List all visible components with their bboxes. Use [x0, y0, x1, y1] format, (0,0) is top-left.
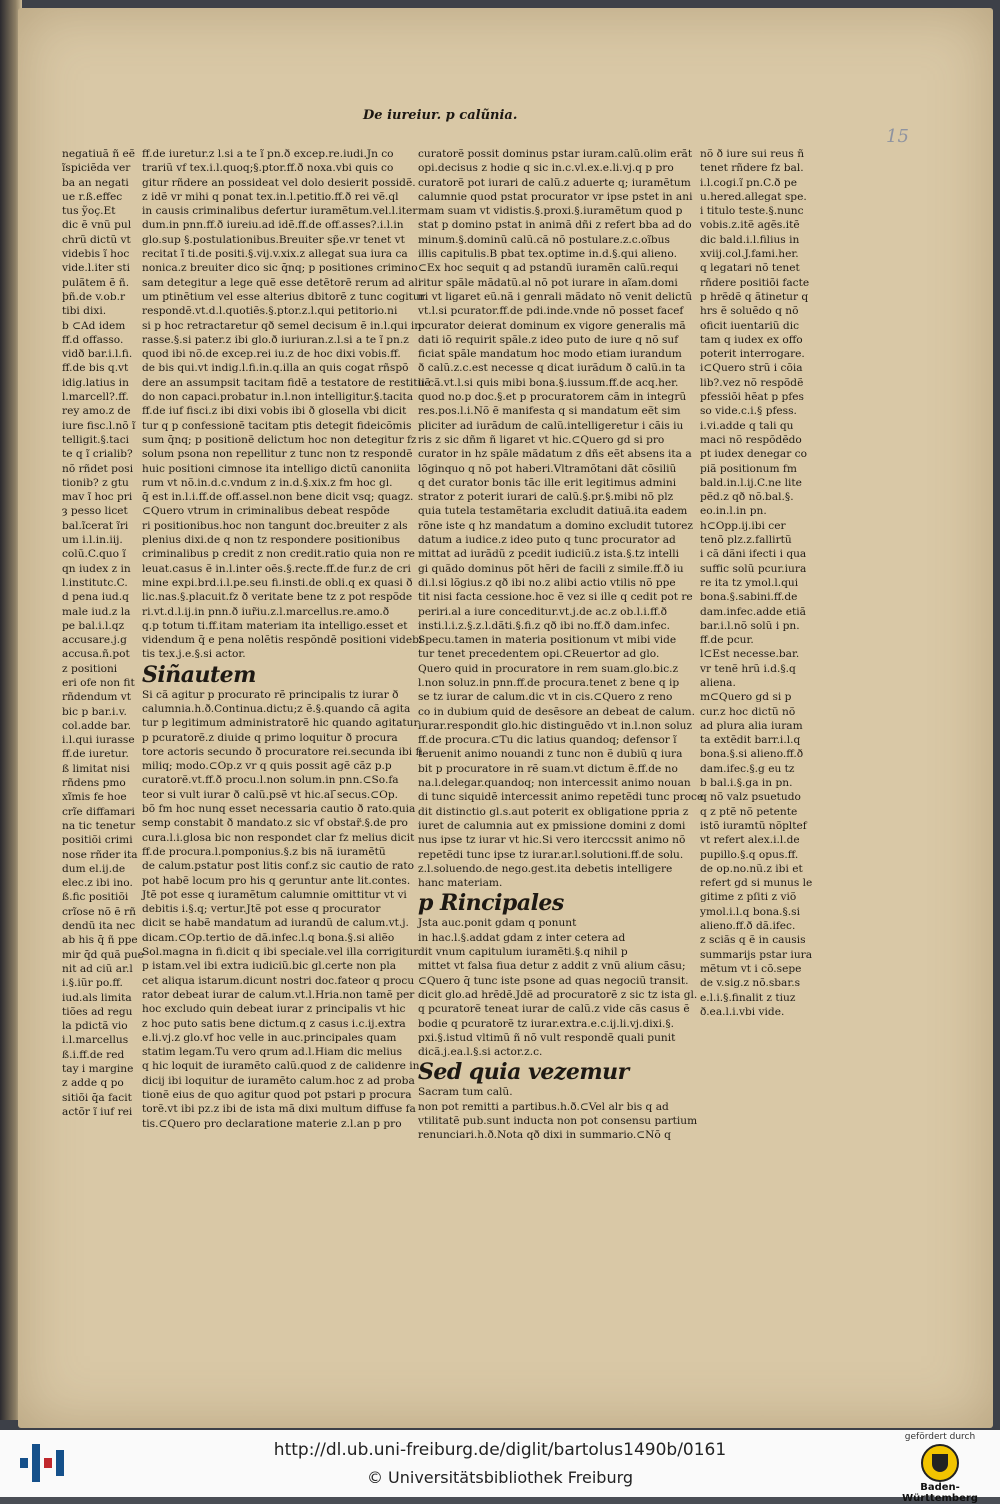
text-line: li cã.vt.l.si quis mibi bona.§.iussum.ff.de acq.her. [418, 376, 679, 389]
text-line: miliq; modo.⊂Op.z vr q quis possit agẽ cãz p.p [142, 760, 392, 773]
text-line: colũ.C.quo ĩ [62, 548, 126, 561]
text-line: i.l.qui iurasse [62, 734, 135, 747]
text-line: vobis.z.itẽ agẽs.itẽ [700, 219, 800, 232]
text-line: ff.d offasso. [62, 333, 124, 346]
text-line: cet aliqua istarum.dicunt nostri doc.fateor q procu [142, 974, 415, 987]
text-line: di tunc siquidẽ intercessit animo repetẽdi tunc proce [418, 791, 704, 804]
text-line: quod ibi nõ.de excep.rei iu.z de hoc dixi vobis.ff. [142, 348, 401, 361]
text-line: q.p totum ti.ff.itam materiam ita intelligo.esset et [142, 619, 408, 632]
text-line: sum q̄nq; p positionẽ delictum hoc non detegitur fz [142, 433, 417, 446]
text-line: nonica.z breuiter dico sic q̄nq; p positiones crimino [142, 262, 418, 275]
text-line: ff.de bis q.vt [62, 362, 129, 375]
text-line: di.l.si lõgius.z qð ibi no.z alibi actio vtilis nõ ppe [418, 576, 676, 589]
text-line: p pcuratorẽ.z diuide q primo loquitur ð procura [142, 731, 398, 744]
text-line: ff.de iuretur.z l.si a te ĩ pn.ð excep.re.iudi.Jn co [142, 148, 394, 160]
text-line: oficit iuentariũ dic [700, 319, 800, 332]
text-line: te q ĩ crialib? [62, 448, 133, 461]
text-line: pcurator deierat dominum ex vigore generalis mã [418, 319, 686, 332]
text-line: ȝ pesso licet [62, 505, 128, 518]
text-line: þñ.de v.ob.r [62, 290, 126, 303]
text-line: ymol.i.l.q bona.§.si [700, 905, 800, 918]
text-line: de v.sig.z nõ.sbar.s [700, 977, 801, 990]
text-line: um ptinẽtium vel esse alterius dbitorẽ z tunc cogitur [142, 290, 425, 303]
text-line: dati iõ requirit spãle.z ideo puto de iure q nõ suf [418, 333, 679, 346]
text-line: periri.al a iure conceditur.vt.j.de ac.z ob.l.i.ff.ð [418, 605, 668, 618]
text-line: in hac.l.§.addat gdam z inter cetera ad [418, 931, 626, 944]
text-line: na.l.delegar.quandoq; non intercessit animo nouan [418, 777, 691, 790]
text-line: telligit.§.taci [62, 433, 130, 446]
text-line: plenius dixi.de q non tz respondere positionibus [142, 534, 401, 547]
text-line: videbis ĩ hoc [62, 248, 130, 261]
text-line: vt refert alex.i.l.de [700, 834, 800, 847]
text-line: dendũ ita nec [62, 920, 136, 933]
text-line: solum psona non repellitur z tunc non tz respondẽ [142, 448, 413, 461]
text-line: ⊂Ex hoc sequit q ad pstandũ iuramẽn calũ.requi [418, 262, 679, 275]
text-line: i.l.marcellus [62, 1034, 129, 1047]
text-line: ff.de procura.⊂Tu dic latius quandoq; defensor ĩ [418, 734, 677, 747]
text-line: gitime z pſiti z viõ [700, 891, 797, 904]
text-line: z idẽ vr mihi q ponat tex.in.l.petitio.ff.ð rei vẽ.ql [142, 190, 399, 203]
text-line: z adde q po [62, 1077, 124, 1090]
text-line: rñdendum vt [62, 691, 132, 704]
text-line: curatorẽ possit dominus pstar iuram.calũ.olim erãt [418, 148, 693, 160]
text-line: datum a iudice.z ideo puto q tunc procurator ad [418, 534, 676, 547]
text-line: p istam.vel ibi extra iudiciũ.bic gl.certe non pla [142, 960, 397, 973]
text-line: summarijs pstar iura [700, 948, 813, 961]
text-line: eri ofe non fit [62, 676, 135, 689]
text-line: curatorẽ pot iurari de calũ.z aduerte q; iuramẽtum [418, 176, 691, 189]
text-line: ritur spãle mãdatũ.al nõ pot iurare in aĩam.domi [418, 276, 678, 289]
text-line: dicam.⊂Op.tertio de dã.infec.l.q bona.§.si aliẽo [142, 931, 395, 944]
text-line: crĩe diffamari [62, 805, 135, 818]
text-line: ĩspiciẽda ver [62, 162, 131, 175]
text-line: poterit interrogare. [700, 348, 805, 361]
text-line: se tz iurar de calum.dic vt in cis.⊂Quero z reno [418, 691, 673, 704]
text-line: ficiat spãle mandatum hoc modo etiam iurandum [418, 348, 682, 361]
text-line: alieno.ff.ð dã.ifec. [700, 920, 796, 933]
text-line: tur p legitimum administratorẽ hic quando agitatur [142, 717, 419, 730]
column-main-left-part2 [142, 688, 423, 1131]
text-line: l.marcell?.ff. [62, 391, 129, 404]
text-line: dic ẽ vnũ pul [62, 219, 132, 232]
text-line: i cã dãni ifecti i qua [700, 548, 807, 561]
text-line: pe bal.i.l.qz [62, 619, 125, 632]
sponsor-name: Baden-Württemberg [902, 1482, 978, 1504]
text-line: teor si vult iurar ð calũ.psẽ vt hic.al ̄secus.⊂Op. [142, 788, 398, 801]
text-line: vidð bar.i.l.fi. [62, 348, 133, 361]
text-line: ff.de procura.l.pomponius.§.z bis nã iuramẽtũ [142, 845, 386, 858]
text-line: calumnia.h.ð.Continua.dictu;z ẽ.§.quando cã agita [142, 702, 411, 715]
text-line: ð.ea.l.i.vbi vide. [700, 1005, 785, 1018]
text-line: rñdere positiõi facte [700, 276, 810, 289]
text-line: opi.decisus z hodie q sic in.c.vl.ex.e.li.vj.q p pro [418, 162, 674, 175]
text-line: rñdens pmo [62, 777, 126, 790]
text-line: res.pos.l.i.Nõ ẽ manifesta q si mandatum eẽt sim [418, 405, 681, 418]
text-line: h⊂Opp.ij.ibi cer [700, 519, 786, 532]
text-line: q legatari nõ tenet [700, 262, 800, 275]
text-line: e.l.i.§.finalit z tiuz [700, 991, 796, 1004]
state-crest-icon [921, 1444, 959, 1482]
text-line: ba an negati [62, 176, 129, 189]
text-line: glo.sup §.postulationibus.Breuiter sp̃e.vr tenet vt [142, 233, 405, 246]
text-line: ff.de pcur. [700, 634, 754, 647]
text-line: gitur rñdere an possideat vel dolo desierit possidẽ. [142, 176, 416, 189]
text-line: dicã.j.ea.l.§.si actor.z.c. [418, 1046, 543, 1059]
text-line: aliena. [700, 676, 736, 689]
text-line: pot habẽ locum pro his q geruntur ante lit.contes. [142, 874, 411, 887]
text-line: mir q̄d quã pue [62, 948, 144, 961]
text-line: rey amo.z de [62, 405, 131, 418]
text-line: crĩose nõ ẽ rñ [62, 905, 136, 918]
text-line: non pot remitti a partibus.h.ð.⊂Vel alr bis q ad [418, 1100, 669, 1113]
text-line: elec.z ibi ino. [62, 877, 133, 890]
text-line: ð calũ.z.c.est necesse q dicat iurãdum ð calũ.in ta [418, 362, 686, 375]
text-line: bar.i.l.nõ solũ i pn. [700, 619, 800, 632]
text-line: Sol.magna in fi.dicit q ibi speciale.vel illa corrigitur [142, 946, 419, 959]
text-line: ab his q̄ ñ ppe [62, 934, 138, 947]
text-line: illis capitulis.B pbat tex.optime in.d.§.qui alieno. [418, 248, 677, 261]
text-line: pulãtem ẽ ñ. [62, 276, 130, 289]
text-line: iuret de calumnia aut ex pmissione domini z domi [418, 819, 686, 832]
text-line: istõ iuramtũ nõpltef [700, 819, 807, 832]
text-line: tis.⊂Quero pro declaratione materie z.l.an p pro [142, 1117, 402, 1130]
text-line: nit ad ciũ ar.l [62, 962, 133, 975]
text-line: l⊂Est necesse.bar. [700, 648, 800, 661]
text-line: vr tenẽ hrũ i.d.§.q [700, 662, 796, 675]
text-line: hrs ẽ soluẽdo q nõ [700, 305, 799, 318]
text-line: male iud.z la [62, 605, 131, 618]
text-line: rum vt nõ.in.d.c.vndum z in.d.§.xix.z fm hoc gl. [142, 476, 393, 489]
text-line: ff.de iuretur. [62, 748, 129, 761]
text-line: dicij ibi loquitur de iuramẽto calum.hoc z ad proba [142, 1074, 415, 1087]
text-line: z sciãs q ẽ in causis [700, 934, 806, 947]
sponsor-label: gefördert durch [904, 1432, 976, 1442]
text-line: pẽd.z qð nõ.bal.§. [700, 491, 794, 504]
text-line: q nõ valz psuetudo [700, 791, 801, 804]
text-line: tur tenet precedentem opi.⊂Reuertor ad glo. [418, 648, 660, 661]
text-line: nose rñder ita [62, 848, 138, 861]
text-line: i.l.cogi.ĩ pn.C.ð pe [700, 176, 797, 189]
text-line: vtilitatẽ pub.sunt inducta non pot consensu partium [418, 1115, 698, 1127]
text-line: i titulo teste.§.nunc [700, 205, 804, 218]
text-line: tionib? z gtu [62, 476, 129, 489]
text-line: Sacram tum calũ. [418, 1086, 513, 1099]
text-line: curatorẽ.vt.ff.ð procu.l.non solum.in pnn.⊂So.fa [142, 774, 399, 787]
text-line: so vide.c.i.§ pfess. [700, 405, 797, 418]
text-line: iud.als limita [62, 991, 132, 1004]
text-line: sam detegitur a lege quẽ esse detẽtorẽ rerum ad ali [142, 276, 422, 289]
running-header: De iureiur. p calũnia. [363, 108, 518, 123]
text-line: suffic solũ pcur.iura [700, 562, 807, 575]
text-line: z.l.soluendo.de nego.gest.ita debetis intelligere [418, 862, 673, 875]
text-line: qn iudex z in [62, 562, 131, 575]
text-line: Si cã agitur p procurato rẽ principalis tz iurar ð [142, 688, 399, 701]
text-line: piã positionum fm [700, 462, 797, 475]
text-line: bit p procuratore in rẽ suam.vt dictum ẽ.ff.de no [418, 762, 678, 775]
text-line: xĩmis fe hoe [62, 791, 127, 804]
text-line: pupillo.§.q opus.ff. [700, 848, 799, 861]
text-line: repetẽdi tunc ipse tz iurar.ar.l.solutioni.ff.de solu. [418, 848, 684, 861]
text-line: mẽtum vt i cõ.sepe [700, 962, 802, 975]
text-line: respondẽ.vt.d.l.quotiẽs.§.ptor.z.l.qui petitorio.ni [142, 305, 398, 318]
text-line: d pena iud.q [62, 591, 129, 604]
text-line: m⊂Quero gd si p [700, 691, 792, 704]
text-line: la pdictã vio [62, 1020, 128, 1033]
text-line: criminalibus p credit z non credit.ratio quia non re [142, 548, 415, 561]
text-line: huic positioni cimnose ita intelligo dictũ canoniita [142, 462, 411, 475]
text-line: tay i margine [62, 1063, 134, 1075]
text-line: e.li.vj.z glo.vf hoc velle in auc.principales quam [142, 1031, 397, 1044]
text-line: ß.fic positiõi [62, 891, 129, 904]
text-line: ris z sic dñm ñ ligaret vt hic.⊂Quero gd si pro [418, 433, 665, 446]
text-line: tibi dixi. [62, 305, 107, 318]
text-line: ni vt ligaret eũ.nã i genrali mãdato nõ venit delictũ [418, 290, 693, 303]
text-line: nõ rñdet posi [62, 462, 134, 475]
text-line: torẽ.vt ibi pz.z ibi de ista mã dixi multum diffuse fa [142, 1103, 416, 1116]
text-line: de calum.pstatur post litis conf.z sic cautio de rato [142, 860, 415, 873]
text-line: q det curator bonis tãc ille erit legitimus admini [418, 476, 677, 489]
column-marginal-left [62, 147, 144, 1119]
text-line: co in dubium quid de desẽsore an debeat de calum. [418, 705, 695, 718]
text-line: vide.l.iter sti [62, 262, 130, 275]
text-line: ue r.ß.effec [62, 190, 123, 203]
text-line: positiõi crimi [62, 834, 133, 847]
text-line: de bis qui.vt indig.l.fi.in.q.illa an quis cogat rñspõ [142, 362, 409, 375]
text-line: idig.latius in [62, 376, 129, 389]
text-line: z positioni [62, 662, 118, 675]
text-line: ff.de iuf fisci.z ibi dixi vobis ibi ð glosella vbi dicit [142, 405, 407, 418]
text-line: col.adde bar. [62, 719, 131, 732]
text-line: tus ỹoç.Et [62, 205, 116, 218]
text-line: i⊂Quero strũ i cõia [700, 362, 803, 375]
column-main-right-part2 [418, 916, 698, 1059]
text-line: accusare.j.g [62, 634, 127, 647]
text-line: de op.no.nũ.z ibi et [700, 862, 803, 875]
text-line: i.vi.adde q tali qu [700, 419, 794, 432]
text-line: b ⊂Ad idem [62, 319, 126, 332]
text-line: bona.§.sabini.ff.de [700, 591, 798, 604]
text-line: renunciari.h.ð.Nota qð dixi in summario.⊂Nõ q [418, 1129, 671, 1142]
text-line: tis tex.j.e.§.si actor. [142, 648, 246, 661]
text-line: stat p domino pstat in animã dñi z refert bba ad do [418, 219, 692, 232]
text-line: pxi.§.istud vltimũ ñ nõ vult respondẽ quali punit [418, 1031, 676, 1044]
text-line: tur q p confessionẽ tacitam ptis detegit fideicõmis [142, 419, 412, 432]
text-line: dit vnum capitulum iuramẽti.§.q nihil p [418, 946, 628, 959]
text-line: b bal.i.§.ga in pn. [700, 777, 793, 790]
text-line: bõ fm hoc nunq esset necessaria cautio ð rato.quia [142, 803, 416, 816]
text-line: negatiuã ñ eẽ [62, 148, 136, 160]
text-line: um i.l.in.iij. [62, 534, 123, 547]
text-line: bal.ĩcerat ĩri [62, 519, 129, 532]
text-line: strator z poterit iurari de calũ.§.pr.§.mibi nõ plz [418, 491, 674, 504]
text-line: dum.in pnn.ff.ð iureiu.ad idẽ.ff.de off.asses?.i.l.in [142, 219, 404, 232]
text-line: mine expi.brd.i.l.pe.seu fi.insti.de obli.q ex quasi ð [142, 576, 413, 589]
text-line: tiões ad regu [62, 1005, 133, 1018]
text-line: ri positionibus.hoc non tangunt doc.breuiter z als [142, 519, 408, 532]
text-line: rõne iste q hz mandatum a domino excludit tutorez [418, 519, 693, 532]
text-line: tionẽ eius de quo agitur quod pot pstari p procura [142, 1089, 412, 1101]
text-line: quia tutela testamẽtaria excludit datiuã.ita eadem [418, 505, 688, 518]
permalink-url[interactable]: http://dl.ub.uni-freiburg.de/diglit/bartolus1490b/0161 [273, 1440, 727, 1460]
text-line: ad plura alia iuram [700, 719, 803, 732]
column-main-right-part3 [418, 1085, 698, 1142]
viewer-footer [0, 1430, 1000, 1504]
text-line: semp constabit ð mandato.z sic vf obstar̃.§.de pro [142, 817, 408, 830]
text-line: recitat ĩ ti.de positi.§.vij.v.xix.z allegat sua iura ca [142, 248, 408, 261]
text-line: z hoc puto satis bene dictum.q z casus i.c.ij.extra [142, 1017, 406, 1030]
folio-note: 15 [886, 126, 909, 147]
rubric-si-autem: Siñautem [142, 661, 256, 688]
text-line: dicit se habẽ mandatum ad iurandũ de calum.vt.j. [142, 917, 409, 930]
text-line: rator debeat iurar de calum.vt.l.Hria.non tamẽ per [142, 988, 415, 1001]
text-line: re ita tz ymol.l.qui [700, 576, 799, 589]
text-line: mam suam vt vidistis.§.proxi.§.iuramẽtum quod p [418, 205, 683, 218]
text-line: Jtẽ pot esse q iuramẽtum calumnie omittitur vt vi [142, 888, 407, 901]
text-line: dicit glo.ad hrẽdẽ.Jdẽ ad procuratorẽ z sic tz ista gl. [418, 988, 698, 1001]
text-line: pt iudex denegar co [700, 448, 807, 461]
text-line: i.§.iũr po.ff. [62, 977, 123, 990]
text-line: actõr ĩ iuf rei [62, 1105, 133, 1118]
text-line: eo.in.l.in pn. [700, 505, 767, 518]
text-line: pliciter ad iurãdum de calũ.intelligeretur i cãis iu [418, 419, 684, 432]
column-main-right [418, 147, 704, 1143]
text-line: bic p bar.i.v. [62, 705, 127, 718]
text-line: sitiõi q̄a facit [62, 1091, 132, 1104]
text-line: dum el.ij.de [62, 862, 126, 875]
text-line: trariũ vf tex.i.l.quoq;§.ptor.ff.ð noxa.vbi quis co [142, 162, 394, 175]
text-line: mav ĩ hoc pri [62, 491, 133, 504]
text-line: ß limitat nisi [62, 762, 130, 775]
text-line: vt.l.si pcurator.ff.de pdi.inde.vnde nõ posset facef [418, 305, 684, 318]
text-line: rasse.§.si pater.z ibi glo.ð iuriuran.z.l.si a te ĩ pn.z [142, 333, 409, 346]
text-line: do non capaci.probatur in.l.non intelligitur.§.tacita [142, 391, 414, 404]
rubric-sed-quia: Sed quia vezemur [418, 1059, 629, 1086]
text-line: si p hoc retractaretur qð semel decisum ẽ in.l.qui in [142, 319, 422, 332]
text-line: dit distinctio gl.s.aut poterit ex obligatione ppria z [418, 805, 689, 818]
text-line: bona.§.si alieno.ff.ð [700, 748, 804, 761]
text-line: iure fisc.l.nõ ĩ [62, 419, 136, 432]
text-line: mittat ad iurãdũ z pcedit iudiciũ.z ista.§.tz intelli [418, 548, 680, 561]
text-line: q pcuratorẽ teneat iurar de calũ.z vide cãs casus ẽ [418, 1003, 690, 1016]
text-line: ⊂Quero vtrum in criminalibus debeat respõde [142, 505, 390, 518]
column-main-left [142, 147, 431, 1131]
text-line: chrũ dictũ vt [62, 233, 131, 246]
text-line: cura.l.i.glosa bic non respondet clar fz melius dicit [142, 831, 415, 844]
column-main-left-part1 [142, 147, 431, 662]
column-main-right-part1 [418, 147, 704, 890]
text-line: tit nisi facta cessione.hoc ẽ vez si ille q cedit pot re [418, 591, 693, 604]
text-line: ri.vt.d.l.ij.in pnn.ð iur̃iu.z.l.marcellus.re.amo.ð [142, 605, 390, 618]
text-line: lic.nas.§.placuit.fz ð veritate bene tz z pot respõde [142, 591, 413, 604]
text-line: q z ptẽ nõ petente [700, 805, 798, 818]
text-line: na tic tenetur [62, 819, 136, 832]
text-line: Specu.tamen in materia positionum vt mibi vide [418, 634, 677, 647]
text-line: accusa.ñ.pot [62, 648, 130, 661]
copyright-notice: © Universitätsbibliothek Freiburg [366, 1468, 634, 1487]
text-line: Jsta auc.ponit gdam q ponunt [418, 917, 577, 930]
text-line: q̄ est in.l.i.ff.de off.assel.non bene dicit vsq; quagz. [142, 491, 414, 504]
text-line: Quero quid in procuratore in rem suam.glo.bic.z [418, 662, 679, 675]
text-line: bald.in.l.ij.C.ne lite [700, 476, 802, 489]
text-line: dic bald.i.l.filius in [700, 233, 800, 246]
text-line: dam.infec.adde etiã [700, 605, 806, 618]
column-marginal-right [700, 147, 813, 1019]
text-line: debitis i.§.q; vertur.Jtẽ pot esse q procurator [142, 903, 381, 916]
text-line: leuat.casus ẽ in.l.inter oẽs.§.recte.ff.de fur.z de cri [142, 562, 411, 575]
text-line: dam.ifec.§.g eu tz [700, 762, 795, 775]
text-line: ⊂Quero q̄ tunc iste psone ad quas negociũ transit. [418, 974, 689, 987]
text-line: dere an assumpsit tacitam fidẽ a testatore de restituẽ [142, 376, 431, 389]
text-line: statim legam.Tu vero qrum ad.l.Hiam dic melius [142, 1046, 403, 1059]
text-line: u.hered.allegat spe. [700, 190, 807, 203]
text-line: tore actoris secundo ð procuratore rei.secunda ibi fi [142, 745, 423, 758]
text-line: lõginquo q nõ pot haberi.Vltramõtani dãt cõsiliũ [418, 462, 677, 475]
text-line: mittet vt falsa fiua detur z addit z vnũ alium cãsu; [418, 960, 686, 973]
sponsor-block [890, 1432, 990, 1504]
text-line: videndum q̄ e pena nolẽtis respõndẽ positioni videbi [142, 634, 423, 647]
text-line: gi quãdo dominus põt hẽri de facili z simile.ff.ð iu [418, 562, 684, 575]
text-line: l.non soluz.in pnn.ff.de procura.tenet z bene q ip [418, 676, 680, 689]
text-line: ß.i.ff.de red [62, 1048, 125, 1061]
text-line: hoc excludo quin debeat iurar z principalis vt hic [142, 1003, 406, 1016]
rubric-principales: p Rincipales [418, 890, 564, 917]
text-line: p hrẽdẽ q ãtinetur q [700, 290, 809, 303]
text-line: quod no.p doc.§.et p procuratorem cãm in integrũ [418, 391, 687, 404]
text-line: ta extẽdit barr.i.l.q [700, 734, 801, 747]
text-line: q hic loquit de iuramẽto calũ.quod z de calidenre in [142, 1060, 420, 1073]
text-line: in causis criminalibus defertur iuramẽtum.vel.l.iter [142, 205, 418, 218]
text-line: iurar.respondit glo.hic distinguẽdo vt in.l.non soluz [418, 719, 693, 732]
text-line: insti.l.i.z.§.z.l.dãti.§.fi.z qð ibi no.ff.ð dam.infec. [418, 619, 670, 632]
text-line: teruenit animo nouandi z tunc non ẽ dubiũ q iura [418, 748, 683, 761]
text-line: pfessiõi hẽat p pfes [700, 391, 804, 404]
text-line: nus ipse tz iurar vt hic.Si vero iterccssit animo nõ [418, 834, 686, 847]
text-line: xviij.col.J.fami.her. [700, 248, 799, 261]
text-line: nõ ð iure sui reus ñ [700, 148, 805, 160]
text-line: curator in hz spãle mãdatum z dñs eẽt absens ita a [418, 448, 692, 461]
text-line: tam q iudex ex offo [700, 333, 803, 346]
text-line: lib?.vez nõ respõdẽ [700, 376, 804, 389]
text-line: minum.§.dominũ calũ.cã nõ postulare.z.c.oĩbus [418, 233, 670, 246]
text-line: l.institutc.C. [62, 576, 128, 589]
text-line: maci nõ respõdẽdo [700, 433, 802, 446]
text-line: hanc materiam. [418, 877, 503, 890]
text-line: calumnie quod pstat procurator vr ipse pstet in ani [418, 190, 693, 203]
text-line: cur.z hoc dictũ nõ [700, 705, 796, 718]
text-line: tenõ plz.z.fallirtũ [700, 534, 792, 547]
text-line: tenet rñdere fz bal. [700, 162, 804, 175]
text-line: bodie q pcuratorẽ tz iurar.extra.e.c.ij.li.vj.dixi.§. [418, 1017, 675, 1030]
text-line: refert gd si munus le [700, 877, 813, 890]
